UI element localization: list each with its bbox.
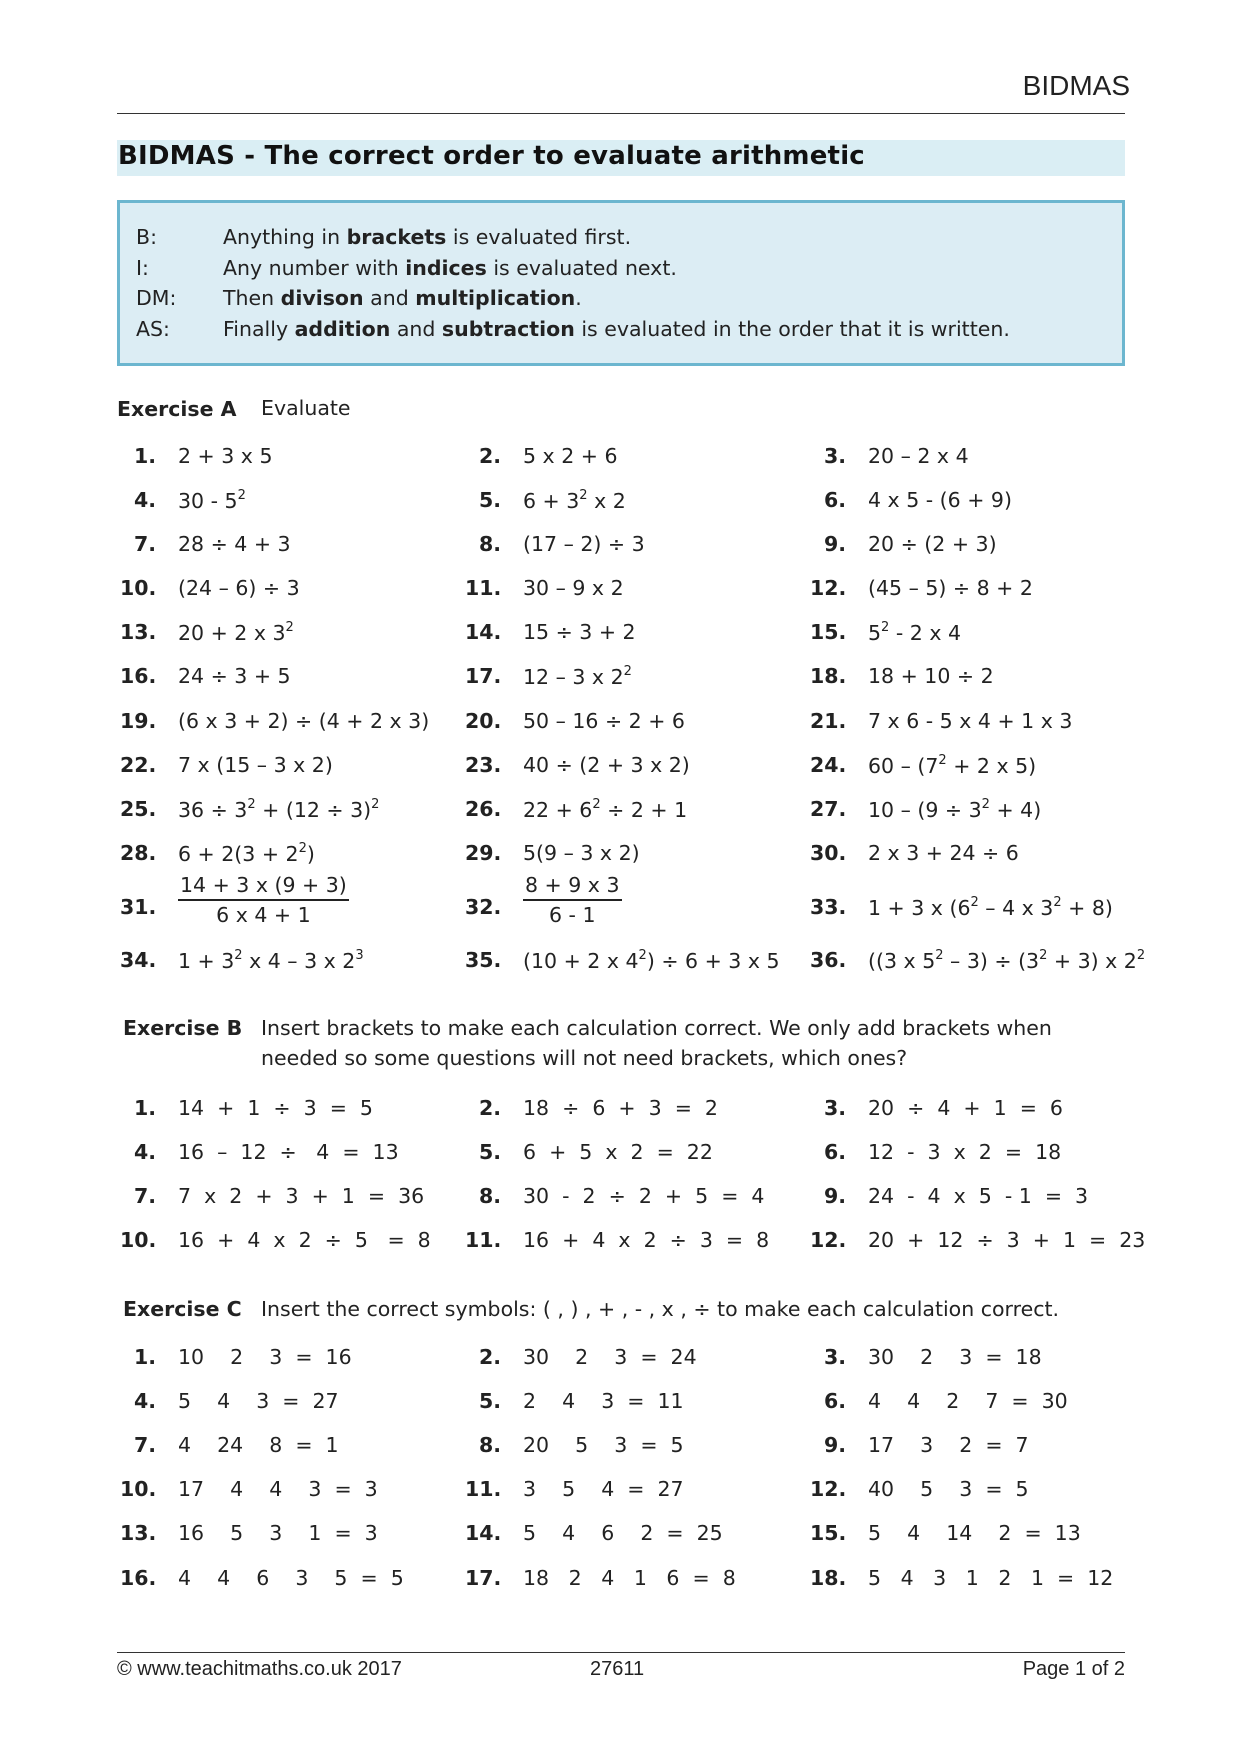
header-title: BIDMAS xyxy=(1022,70,1130,101)
expression: 20 + 2 x $3^2$ xyxy=(178,620,294,645)
expression: 17 4 4 3 = 3 xyxy=(178,1477,378,1501)
question-number: 21. xyxy=(810,709,847,733)
expression: 15 ÷ 3 + 2 xyxy=(523,620,636,644)
question-number: 2. xyxy=(478,1345,501,1369)
expression: 5 x 2 + 6 xyxy=(523,444,618,468)
question-number: 26. xyxy=(465,797,502,821)
question-number: 33. xyxy=(810,895,847,919)
header-divider xyxy=(117,113,1125,114)
question-number: 27. xyxy=(810,797,847,821)
question-number: 5. xyxy=(478,1389,501,1413)
question-number: 18. xyxy=(810,664,847,688)
exercise-b-label: Exercise B xyxy=(123,1016,243,1040)
question-number: 9. xyxy=(823,532,846,556)
question-number: 5. xyxy=(478,1140,501,1164)
expression: (17 – 2) ÷ 3 xyxy=(523,532,645,556)
expression: 18 2 4 1 6 = 8 xyxy=(523,1566,736,1590)
expression: 14 + 1 ÷ 3 = 5 xyxy=(178,1096,373,1120)
question-number: 1. xyxy=(133,444,156,468)
question-number: 2. xyxy=(478,1096,501,1120)
question-number: 24. xyxy=(810,753,847,777)
exercise-b-instruction: Insert brackets to make each calculation correct. We only add brackets when needed so some questions will not need brackets, which ones? xyxy=(261,1016,1052,1070)
expression: 20 ÷ 4 + 1 = 6 xyxy=(868,1096,1063,1120)
expression: 12 - 3 x 2 = 18 xyxy=(868,1140,1062,1164)
question-number: 6. xyxy=(823,1389,846,1413)
question-number: 35. xyxy=(465,948,502,972)
question-number: 16. xyxy=(120,664,157,688)
expression: 30 2 3 = 24 xyxy=(523,1345,697,1369)
expression: (45 – 5) ÷ 8 + 2 xyxy=(868,576,1033,600)
exercise-a-heading xyxy=(117,396,351,421)
expression: 30 – 9 x 2 xyxy=(523,576,624,600)
expression: $30 - 5^2$ xyxy=(178,488,246,513)
question-number: 14. xyxy=(465,1521,502,1545)
expression: $36 \div 3^2 + (12 \div 3)^2$ xyxy=(178,797,380,822)
question-number: 13. xyxy=(120,1521,157,1545)
question-number: 5. xyxy=(478,488,501,512)
question-number: 12. xyxy=(810,1228,847,1252)
expression: 12 – 3 x $2^2$ xyxy=(523,664,632,689)
expression: $60 - (7^2 + 2$ x 5) xyxy=(868,753,1037,778)
question-number: 11. xyxy=(465,1477,502,1501)
expression: 5 4 3 = 27 xyxy=(178,1389,339,1413)
question-number: 6. xyxy=(823,488,846,512)
expression: $6 + 3^2$ x 2 xyxy=(523,488,626,513)
fraction-expression xyxy=(178,873,349,927)
expression: 2 + 3 x 5 xyxy=(178,444,273,468)
exercise-b-heading xyxy=(123,1016,1052,1070)
rule-dm: DM: Then divison and multiplication. xyxy=(136,286,582,310)
question-number: 19. xyxy=(120,709,157,733)
expression: 4 24 8 = 1 xyxy=(178,1433,339,1457)
expression: 7 x 2 + 3 + 1 = 36 xyxy=(178,1184,425,1208)
question-number: 32. xyxy=(465,895,502,919)
expression: 30 - 2 ÷ 2 + 5 = 4 xyxy=(523,1184,765,1208)
fraction-expression xyxy=(523,873,622,927)
expression: 7 x (15 – 3 x 2) xyxy=(178,753,333,777)
expression: 17 3 2 = 7 xyxy=(868,1433,1029,1457)
expression: 4 4 2 7 = 30 xyxy=(868,1389,1068,1413)
expression: 20 5 3 = 5 xyxy=(523,1433,684,1457)
expression: $10 - (9 \div 3^2 + 4)$ xyxy=(868,797,1042,822)
question-number: 9. xyxy=(823,1184,846,1208)
footer-copyright: © www.teachitmaths.co.uk 2017 xyxy=(117,1658,402,1680)
expression: 28 ÷ 4 + 3 xyxy=(178,532,291,556)
question-number: 12. xyxy=(810,1477,847,1501)
question-number: 10. xyxy=(120,576,157,600)
question-number: 10. xyxy=(120,1228,157,1252)
question-number: 11. xyxy=(465,1228,502,1252)
expression: $1 + 3^2$ x 4 – 3 x $2^3$ xyxy=(178,948,364,973)
rule-b: B: Anything in brackets is evaluated first. xyxy=(136,225,632,249)
page-title: BIDMAS - The correct order to evaluate arithmetic xyxy=(118,141,865,171)
expression: 2 4 3 = 11 xyxy=(523,1389,684,1413)
expression: $5^2 - 2$ x 4 xyxy=(868,620,962,645)
expression: 7 x 6 - 5 x 4 + 1 x 3 xyxy=(868,709,1073,733)
question-number: 29. xyxy=(465,841,502,865)
title-bar xyxy=(117,140,1125,176)
denominator: 6 - 1 xyxy=(549,903,596,927)
expression: 20 + 12 ÷ 3 + 1 = 23 xyxy=(868,1228,1146,1252)
expression: ((3 x $5^2 - 3) \div (3^2 + 3)$ x $2^2$ xyxy=(868,948,1146,973)
expression: 10 2 3 = 16 xyxy=(178,1345,352,1369)
footer-page-number: Page 1 of 2 xyxy=(1022,1658,1125,1680)
question-number: 8. xyxy=(478,1184,501,1208)
question-number: 2. xyxy=(478,444,501,468)
question-number: 16. xyxy=(120,1566,157,1590)
expression: 1 + 3 x ($6^2 - 4$ x $3^2 + 8$) xyxy=(868,895,1113,920)
expression: (6 x 3 + 2) ÷ (4 + 2 x 3) xyxy=(178,709,430,733)
question-number: 1. xyxy=(133,1096,156,1120)
exercise-c-instruction: Insert the correct symbols: ( , ) , + , - , x , ÷ to make each calculation correct. xyxy=(261,1297,1060,1321)
exercise-c-label: Exercise C xyxy=(123,1297,242,1321)
question-number: 14. xyxy=(465,620,502,644)
question-number: 15. xyxy=(810,620,847,644)
expression: 18 + 10 ÷ 2 xyxy=(868,664,994,688)
question-number: 30. xyxy=(810,841,847,865)
expression: 30 2 3 = 18 xyxy=(868,1345,1042,1369)
question-number: 4. xyxy=(133,1389,156,1413)
question-number: 3. xyxy=(823,1345,846,1369)
question-number: 12. xyxy=(810,576,847,600)
footer-divider xyxy=(117,1652,1125,1653)
question-number: 25. xyxy=(120,797,157,821)
footer-code: 27611 xyxy=(590,1658,645,1680)
question-number: 28. xyxy=(120,841,157,865)
expression: $6 + 2(3 + 2^2)$ xyxy=(178,841,315,866)
exercise-c-heading xyxy=(123,1297,1060,1321)
question-number: 7. xyxy=(133,532,156,556)
expression: 18 ÷ 6 + 3 = 2 xyxy=(523,1096,718,1120)
expression: 2 x 3 + 24 ÷ 6 xyxy=(868,841,1019,865)
expression: 20 ÷ (2 + 3) xyxy=(868,532,997,556)
expression: (24 – 6) ÷ 3 xyxy=(178,576,300,600)
question-number: 1. xyxy=(133,1345,156,1369)
question-number: 6. xyxy=(823,1140,846,1164)
question-number: 4. xyxy=(133,1140,156,1164)
question-number: 4. xyxy=(133,488,156,512)
numerator: 14 + 3 x (9 + 3) xyxy=(178,873,349,901)
expression: 40 5 3 = 5 xyxy=(868,1477,1029,1501)
expression: 20 – 2 x 4 xyxy=(868,444,969,468)
question-number: 20. xyxy=(465,709,502,733)
question-number: 36. xyxy=(810,948,847,972)
question-number: 8. xyxy=(478,1433,501,1457)
question-number: 3. xyxy=(823,1096,846,1120)
denominator: 6 x 4 + 1 xyxy=(216,903,311,927)
expression: 5 4 6 2 = 25 xyxy=(523,1521,723,1545)
expression: 3 5 4 = 27 xyxy=(523,1477,684,1501)
exercise-a-instruction: Evaluate xyxy=(261,396,351,420)
question-number: 18. xyxy=(810,1566,847,1590)
expression: 16 – 12 ÷ 4 = 13 xyxy=(178,1140,399,1164)
question-number: 10. xyxy=(120,1477,157,1501)
question-number: 31. xyxy=(120,895,157,919)
question-number: 23. xyxy=(465,753,502,777)
question-number: 17. xyxy=(465,664,502,688)
expression: 5(9 – 3 x 2) xyxy=(523,841,640,865)
expression: 4 4 6 3 5 = 5 xyxy=(178,1566,404,1590)
question-number: 13. xyxy=(120,620,157,644)
rule-as: AS: Finally addition and subtraction is evaluated in the order that it is written. xyxy=(136,317,1010,341)
expression: (10 + 2 x $4^2) \div 6 + 3$ x 5 xyxy=(523,948,780,973)
question-number: 3. xyxy=(823,444,846,468)
expression: 16 + 4 x 2 ÷ 5 = 8 xyxy=(178,1228,431,1252)
expression: 40 ÷ (2 + 3 x 2) xyxy=(523,753,690,777)
expression: 4 x 5 - (6 + 9) xyxy=(868,488,1012,512)
expression: 6 + 5 x 2 = 22 xyxy=(523,1140,713,1164)
question-number: 17. xyxy=(465,1566,502,1590)
expression: 16 + 4 x 2 ÷ 3 = 8 xyxy=(523,1228,770,1252)
expression: 5 4 3 1 2 1 = 12 xyxy=(868,1566,1114,1590)
numerator: 8 + 9 x 3 xyxy=(523,873,622,901)
question-number: 22. xyxy=(120,753,157,777)
expression: 50 – 16 ÷ 2 + 6 xyxy=(523,709,685,733)
question-number: 15. xyxy=(810,1521,847,1545)
expression: 16 5 3 1 = 3 xyxy=(178,1521,378,1545)
question-number: 8. xyxy=(478,532,501,556)
question-number: 34. xyxy=(120,948,157,972)
question-number: 9. xyxy=(823,1433,846,1457)
question-number: 7. xyxy=(133,1184,156,1208)
bidmas-rules-box xyxy=(117,200,1125,366)
expression: $22 + 6^2 \div 2 + 1$ xyxy=(523,797,688,822)
expression: 24 ÷ 3 + 5 xyxy=(178,664,291,688)
expression: 5 4 14 2 = 13 xyxy=(868,1521,1081,1545)
question-number: 11. xyxy=(465,576,502,600)
exercise-a-label: Exercise A xyxy=(117,397,237,421)
question-number: 7. xyxy=(133,1433,156,1457)
rule-i: I: Any number with indices is evaluated next. xyxy=(136,256,677,280)
expression: 24 - 4 x 5 - 1 = 3 xyxy=(868,1184,1089,1208)
